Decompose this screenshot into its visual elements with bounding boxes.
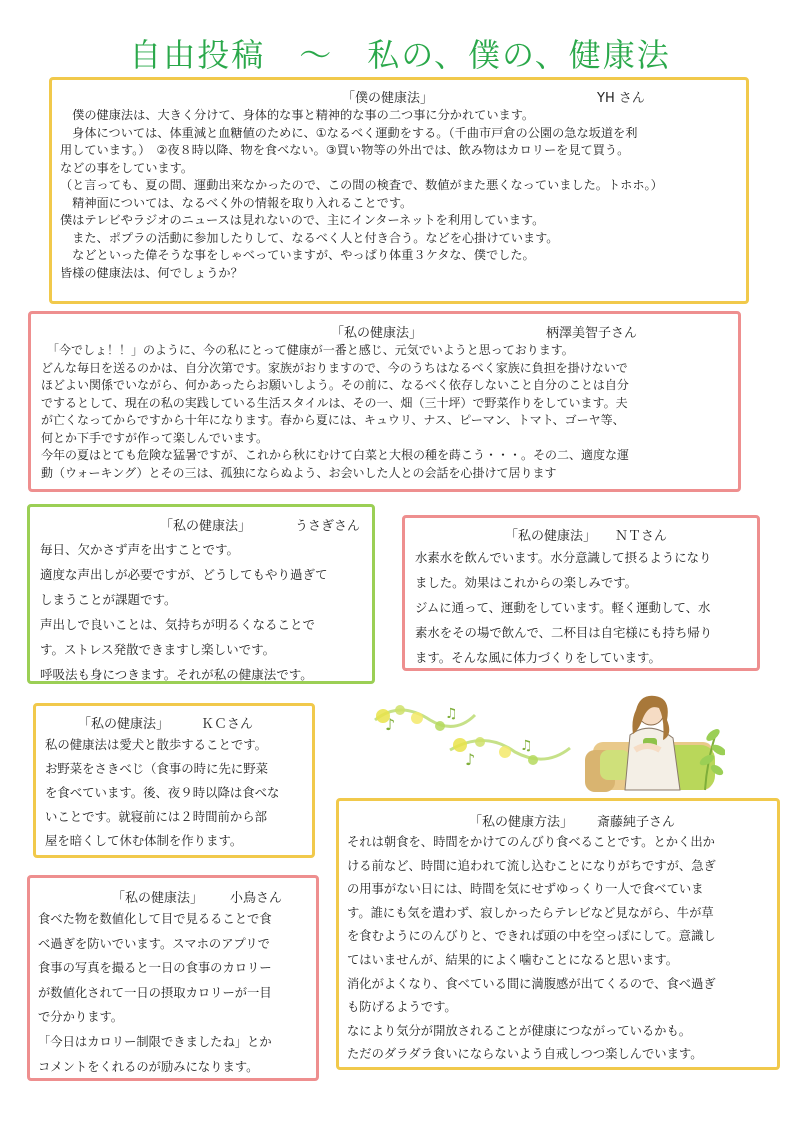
post-body: 毎日、欠かさず声を出すことです。 適度な声出しが必要ですが、どうしてもやり過ぎて しまうことが課題です。 声出しで良いことは、気持ちが明るくなることで す。ストレス発散できますし楽しいです。 呼吸法も身につきます。それが私の健康法です。 xyxy=(40,542,328,682)
post-karasawa xyxy=(28,311,741,492)
post-saito xyxy=(336,798,780,1070)
post-body: 水素水を飲んでいます。水分意識して摂るようになり ました。効果はこれからの楽しみです。 ジムに通って、運動をしています。軽く運動して、水 素水をその場で飲んで、二杯目は自宅様にも持ち帰り ます。そんな風に体力づくりをしています。 xyxy=(415,550,713,665)
illustration xyxy=(355,690,725,795)
post-kc xyxy=(33,703,315,858)
post-body: 私の健康法は愛犬と散歩することです。 お野菜をさきべじ（食事の時に先に野菜 を食べています。後、夜９時以降は食べな いことです。就寝前には２時間前から部 屋を暗くして休む体制を作ります。 xyxy=(45,737,280,848)
post-author: ＫＣさん xyxy=(201,717,254,732)
svg-text:♪: ♪ xyxy=(465,750,476,769)
svg-text:♫: ♫ xyxy=(520,738,533,754)
post-title: 「私の健康法」 xyxy=(331,326,423,341)
svg-text:♫: ♫ xyxy=(445,706,458,722)
post-body: 僕の健康法は、大きく分けて、身体的な事と精神的な事の二つ事に分かれています。 身体については、体重減と血糖値のために、①なるべく運動をする。（千曲市戸倉の公園の急な坂道を利 用しています。） ②夜８時以降、物を食べない。③買い物等の外出では、飲み物はカロリーを見て買う。 などの事をしています。 （と言っても、夏の間、運動出来なかったので、この間の検査で、数値がまた悪くなっていました。トホホ。） 精神面については、なるべく外の情報を取り入れることです。 僕はテレビやラジオのニュースは見れないので、主にインターネットを利用しています。 また、ポプラの活動に参加したりして、なるべく人と付き合う。などを心掛けています。 などといった偉そうな事をしゃべっていますが、やっぱり体重３ケタな、僕でした。 皆様の健康法は、何でしょうか？ xyxy=(60,108,663,280)
music-notes-decoration-icon xyxy=(375,705,570,769)
woman-drinking-tea-illustration xyxy=(355,690,725,795)
post-author: 小鳥さん xyxy=(230,891,283,906)
post-title: 「私の健康法」 xyxy=(505,529,597,544)
post-author: 柄澤美智子さん xyxy=(546,326,638,341)
post-yh xyxy=(49,77,749,304)
post-author: うさぎさん xyxy=(295,519,361,534)
post-title: 「僕の健康法」 xyxy=(342,91,434,106)
post-body: 「今でしょ！！」のように、今の私にとって健康が一番と感じ、元気でいようと思っております。 どんな毎日を送るのかは、自分次第です。家族がおりますので、今のうちはなるべく家族に負担を掛けないで ほどよい関係でいながら、何かあったらお願いしよう。その前に、なるべく依存しないこと自分のことは自分 でするとして、現在の私の実践している生活スタイルは、その一、畑（三十坪）で野菜作りをしています。夫 が亡くなってからですから十年になります。春から夏には、キュウリ、ナス、ピーマン、トマト、ゴーヤ等、 何とか下手ですが作って楽しんでいます。 今年の夏はとても危険な猛暑ですが、これから秋にむけて白菜と大根の種を蒔こう・・・。その二、適度な運 動（ウォーキング）とその三は、孤独にならぬよう、お会いした人との会話を心掛けて居ります xyxy=(41,343,630,480)
page-title: 自由投稿 ～ 私の、僕の、健康法 xyxy=(129,36,671,74)
post-author: YH さん xyxy=(597,91,645,106)
post-title: 「私の健康法」 xyxy=(160,519,252,534)
post-kotori xyxy=(27,875,319,1081)
post-body: 食べた物を数値化して目で見るることで食 べ過ぎを防いでいます。スマホのアプリで 食事の写真を撮ると一日の食事のカロリー が数値化されて一日の摂取カロリーが一目 で分かります。 「今日はカロリー制限できましたね」とか コメントをくれるのが励みになります。 xyxy=(38,912,272,1074)
post-title: 「私の健康法」 xyxy=(78,717,170,732)
post-usagi xyxy=(27,504,375,684)
woman-icon xyxy=(625,696,680,790)
post-author: ＮＴさん xyxy=(615,529,668,544)
post-title: 「私の健康方法」 xyxy=(469,815,574,830)
post-body: それは朝食を、時間をかけてのんびり食べることです。とかく出か ける前など、時間に追われて流し込むことになりがちですが、急ぎ の用事がない日には、時間を気にせずゆっくり一人で食べていま す。誰にも気を遣わず、寂しかったらテレビなど見ながら、牛が草 を食むようにのんびりと、できれば頭の中を空っぽにして。意識し てはいませんが、結果的によく噛むことになると思います。 消化がよくなり、食べている間に満腹感が出てくるので、食べ過ぎ も防げるようです。 なにより気分が開放されることが健康につながっているかも。 ただのダラダラ食いにならないよう自戒しつつ楽しんでいます。 xyxy=(347,835,716,1062)
post-title: 「私の健康法」 xyxy=(112,891,204,906)
post-nt xyxy=(402,515,760,671)
post-author: 斎藤純子さん xyxy=(597,815,676,830)
svg-text:♪: ♪ xyxy=(385,715,396,734)
